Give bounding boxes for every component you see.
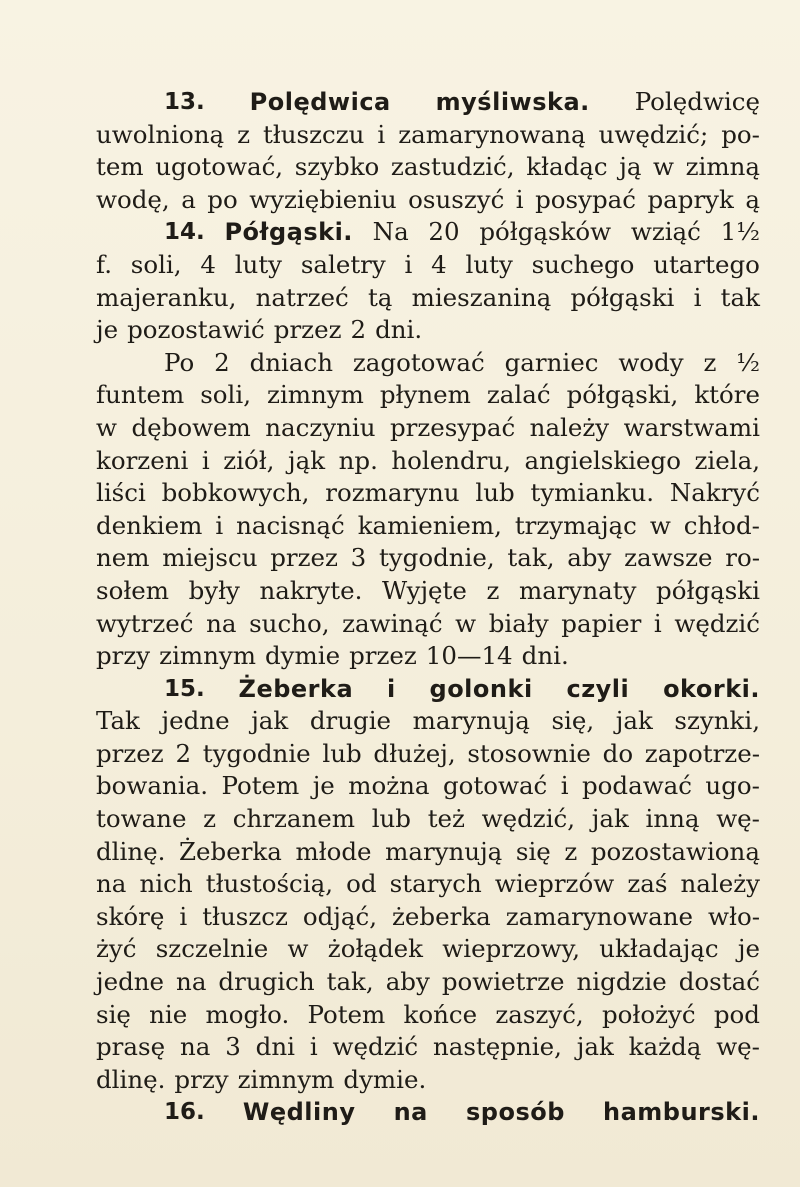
text-line: [96, 314, 760, 347]
text-word: rozmarynu: [325, 478, 460, 508]
text-line: [96, 1031, 760, 1064]
text-word: ą: [745, 184, 760, 214]
text-line: [96, 673, 760, 706]
text-word: można: [348, 771, 430, 801]
text-word: jąk: [288, 445, 326, 475]
text-word: się: [96, 999, 131, 1029]
text-word: liści: [96, 478, 146, 508]
text-word: wieprzowy,: [442, 934, 580, 964]
text-word: natrzeć: [255, 282, 349, 312]
text-word: wędzić,: [481, 804, 576, 834]
text-word: do: [602, 738, 634, 768]
text-word: papier: [561, 608, 642, 638]
text-word: jedne: [96, 967, 165, 997]
text-word: się: [515, 836, 551, 866]
recipe-heading-word: sposób: [465, 1098, 565, 1127]
text-word: przez: [349, 641, 417, 671]
text-word: ugo-: [705, 771, 760, 801]
text-word: wło-: [708, 901, 760, 931]
text-word: tłustością,: [205, 869, 333, 899]
text-word: dłużej,: [373, 738, 456, 768]
text-word: aby: [567, 543, 612, 573]
text-word: i: [309, 1032, 318, 1062]
text-word: końce: [403, 999, 478, 1029]
text-word: na: [206, 608, 237, 638]
text-word: szczelnie: [155, 934, 269, 964]
text-line: [96, 379, 760, 412]
text-word: w: [287, 934, 309, 964]
text-word: ro-: [725, 543, 760, 573]
text-word: które: [694, 380, 760, 410]
recipe-heading-word: czyli: [566, 674, 630, 703]
recipe-number: 15.: [164, 675, 205, 702]
text-word: dni: [255, 1032, 295, 1062]
text-word: zimnym: [159, 641, 256, 671]
text-word: wieprzów: [494, 869, 615, 899]
text-line: [96, 542, 760, 575]
text-line: [96, 184, 760, 217]
text-word: wędzić: [332, 1032, 419, 1062]
text-word: w: [649, 510, 671, 540]
text-word: dniach: [249, 347, 333, 377]
text-word: soli,: [200, 380, 252, 410]
text-word: i: [201, 445, 210, 475]
text-word: się,: [551, 706, 595, 736]
text-word: zimnym: [267, 380, 364, 410]
text-word: gotować: [442, 771, 548, 801]
text-word: żeberka: [392, 901, 491, 931]
text-word: wodę,: [96, 184, 170, 214]
recipe-heading-word: Polędwica: [249, 88, 391, 116]
text-word: Nakryć: [669, 478, 760, 508]
text-word: wziąć: [630, 217, 701, 247]
text-line: [96, 803, 760, 836]
text-word: nacisnąć: [236, 510, 345, 540]
text-word: dlinę.: [96, 1064, 166, 1094]
text-word: półgąsków: [479, 217, 612, 247]
text-word: luty: [465, 249, 513, 279]
text-word: były: [188, 575, 240, 605]
text-word: też: [427, 804, 465, 834]
text-word: dostać: [678, 967, 760, 997]
text-word: półgąski: [656, 575, 760, 605]
text-word: chłod-: [683, 510, 760, 540]
text-word: układając: [599, 934, 719, 964]
text-word: sucho,: [249, 608, 330, 638]
text-word: żołądek: [327, 934, 424, 964]
text-word: na: [96, 869, 127, 899]
text-word: marynują: [385, 836, 503, 866]
text-word: wę-: [716, 804, 760, 834]
text-word: je: [96, 315, 119, 345]
text-word: soli,: [130, 249, 182, 279]
text-word: tymianku.: [530, 478, 655, 508]
text-line: [96, 477, 760, 510]
text-word: chrzanem: [232, 804, 355, 834]
text-word: ½: [736, 347, 760, 377]
text-line: [96, 216, 760, 249]
text-word: np.: [338, 445, 378, 475]
text-word: podawać: [581, 771, 692, 801]
text-word: bowania.: [96, 771, 209, 801]
text-word: zagotować: [352, 347, 485, 377]
text-word: mogło.: [205, 999, 290, 1029]
text-word: położyć: [601, 999, 696, 1029]
text-line: [96, 412, 760, 445]
text-word: bobkowych,: [161, 478, 310, 508]
text-word: je: [737, 934, 760, 964]
text-word: przez: [96, 738, 164, 768]
text-word: na: [179, 1032, 211, 1062]
text-word: prasę: [96, 1032, 166, 1062]
text-word: je: [312, 771, 335, 801]
text-word: Żeberka: [179, 836, 282, 866]
text-word: starych: [389, 869, 482, 899]
text-word: Potem: [307, 999, 386, 1029]
text-word: i: [377, 119, 386, 149]
text-line: [96, 151, 760, 184]
text-word: inną: [645, 804, 700, 834]
text-word: ją: [619, 152, 642, 182]
text-word: denkiem: [96, 510, 203, 540]
text-word: holendru,: [391, 445, 512, 475]
text-word: tłuszcz: [202, 901, 288, 931]
text-word: przez: [270, 543, 338, 573]
text-word: wę-: [716, 1032, 760, 1062]
text-line: [96, 1096, 760, 1129]
recipe-number: 16.: [164, 1099, 205, 1126]
text-word: i: [693, 282, 702, 312]
text-word: tą: [367, 282, 393, 312]
text-word: marynują: [412, 706, 530, 736]
text-word: z: [564, 836, 578, 866]
text-word: 2: [350, 315, 367, 345]
text-word: 1½: [720, 217, 760, 247]
text-word: funtem: [96, 380, 185, 410]
text-line: [96, 86, 760, 119]
recipe-heading-word: i: [386, 674, 396, 703]
text-word: zalać: [486, 380, 551, 410]
text-word: dni.: [375, 315, 423, 345]
text-word: 2: [175, 738, 192, 768]
text-word: i: [560, 771, 569, 801]
recipe-number: 13.: [164, 89, 205, 115]
text-word: tygodnie: [202, 738, 311, 768]
text-word: Polędwicę: [634, 87, 760, 116]
text-word: zamarynowane: [505, 901, 694, 931]
text-word: przez: [273, 315, 342, 345]
text-word: szynki,: [674, 706, 760, 736]
text-word: dymie: [264, 641, 341, 671]
text-word: z: [237, 119, 250, 149]
text-word: w: [653, 152, 675, 182]
text-line: [96, 836, 760, 869]
text-word: ziela,: [694, 445, 760, 475]
text-line: [96, 510, 760, 543]
text-word: jak: [251, 706, 289, 736]
recipe-heading-word: na: [393, 1098, 428, 1127]
text-word: nem: [96, 543, 150, 573]
text-word: i: [653, 608, 662, 638]
text-word: nakryte.: [259, 575, 363, 605]
text-word: przy: [174, 1064, 229, 1094]
text-word: powietrze: [441, 967, 565, 997]
text-word: towane: [96, 804, 187, 834]
text-word: żyć: [96, 934, 137, 964]
text-line: [96, 640, 760, 673]
text-word: ziół,: [223, 445, 275, 475]
text-word: tak,: [326, 967, 374, 997]
text-word: korzeni: [96, 445, 189, 475]
text-word: mieszaniną: [411, 282, 552, 312]
text-line: [96, 119, 760, 152]
text-line: [96, 249, 760, 282]
text-word: z: [486, 575, 500, 605]
text-word: dlinę.: [96, 836, 166, 866]
text-word: należy: [680, 869, 760, 899]
text-word: tygodnie,: [378, 543, 495, 573]
text-word: i: [179, 901, 188, 931]
text-line: [96, 1064, 760, 1097]
text-word: odjąć,: [302, 901, 378, 931]
text-word: kładąc: [526, 152, 608, 182]
text-word: należy: [529, 412, 610, 442]
text-line: [96, 608, 760, 641]
text-word: drugie: [309, 706, 392, 736]
text-word: aby: [385, 967, 430, 997]
text-word: 20: [428, 217, 460, 247]
text-word: pod: [713, 999, 760, 1029]
text-word: dni.: [521, 641, 569, 671]
text-word: osuszyć: [408, 184, 505, 214]
text-word: 4: [431, 249, 447, 279]
text-word: biały: [488, 608, 549, 638]
text-word: Wyjęte: [381, 575, 467, 605]
text-word: i: [404, 249, 413, 279]
text-word: i: [215, 510, 224, 540]
text-word: utartego: [653, 249, 760, 279]
recipe-heading-word: Półgąski.: [224, 218, 353, 247]
text-word: w: [96, 412, 117, 442]
text-word: następnie,: [433, 1032, 562, 1062]
text-word: przy: [96, 641, 151, 671]
text-word: lub: [371, 804, 411, 834]
text-word: stosownie: [467, 738, 591, 768]
text-word: luty: [234, 249, 283, 279]
text-word: po: [207, 184, 238, 214]
text-word: jak: [615, 706, 653, 736]
text-word: tem: [96, 152, 144, 182]
recipe-number: 14.: [164, 219, 205, 246]
recipe-heading-word: golonki: [429, 674, 533, 703]
text-word: uwędzić;: [598, 119, 709, 149]
text-word: tak,: [507, 543, 555, 573]
text-word: płynem: [379, 380, 471, 410]
text-word: lub: [475, 478, 515, 508]
recipe-text: [96, 86, 760, 1129]
text-word: a: [181, 184, 196, 214]
text-word: i: [515, 184, 524, 214]
text-word: zapotrze-: [644, 738, 760, 768]
text-word: marynaty: [518, 575, 637, 605]
text-word: dymie.: [343, 1064, 427, 1094]
recipe-heading-word: okorki.: [663, 674, 760, 703]
text-line: [96, 901, 760, 934]
text-word: sołem: [96, 575, 169, 605]
text-line: [96, 770, 760, 803]
text-line: [96, 705, 760, 738]
text-word: z: [703, 347, 717, 377]
text-word: każdą: [628, 1032, 702, 1062]
text-word: półgąski: [570, 282, 675, 312]
text-word: jak: [591, 804, 629, 834]
text-word: 3: [225, 1032, 241, 1062]
text-word: zimną: [685, 152, 760, 182]
text-word: trzymając: [514, 510, 637, 540]
text-word: zaszyć,: [495, 999, 584, 1029]
text-word: papryk: [647, 184, 734, 214]
text-word: Na: [372, 217, 409, 247]
text-line: [96, 347, 760, 380]
text-line: [96, 999, 760, 1032]
text-word: po-: [721, 119, 760, 149]
text-line: [96, 282, 760, 315]
text-word: lub: [322, 738, 362, 768]
text-word: pozostawić: [127, 315, 265, 345]
text-word: miejscu: [162, 543, 258, 573]
text-word: zawsze: [624, 543, 713, 573]
recipe-heading-word: myśliwska.: [435, 88, 590, 116]
text-word: w: [455, 608, 477, 638]
text-word: 10—14: [425, 641, 513, 671]
text-word: tłuszczu: [262, 119, 365, 149]
recipe-heading-word: Żeberka: [238, 674, 354, 703]
text-word: z: [203, 804, 217, 834]
text-word: młode: [295, 836, 372, 866]
text-word: ugotować,: [155, 152, 284, 182]
text-word: zaś: [627, 869, 668, 899]
text-word: zastudzić,: [390, 152, 515, 182]
text-line: [96, 933, 760, 966]
text-word: 3: [350, 543, 367, 573]
text-word: zimnym: [237, 1064, 335, 1094]
text-word: szybko: [294, 152, 380, 182]
text-word: od: [346, 869, 377, 899]
text-word: jedne: [161, 706, 230, 736]
text-word: wody: [618, 347, 684, 377]
text-line: [96, 738, 760, 771]
text-word: zamarynowaną: [398, 119, 586, 149]
text-word: skórę: [96, 901, 165, 931]
recipe-heading-word: hamburski.: [603, 1098, 760, 1127]
text-word: jak: [576, 1032, 614, 1062]
text-word: nigdzie: [576, 967, 667, 997]
text-word: Potem: [221, 771, 300, 801]
text-word: kamieniem,: [357, 510, 502, 540]
text-word: wędzić: [674, 608, 760, 638]
text-word: wyziębieniu: [249, 184, 397, 214]
text-word: nich: [139, 869, 193, 899]
text-word: na: [176, 967, 207, 997]
text-word: 2: [214, 347, 230, 377]
text-word: pozostawioną: [590, 836, 760, 866]
text-word: uwolnioną: [96, 119, 225, 149]
text-word: garniec: [504, 347, 599, 377]
text-word: naczyniu: [265, 412, 376, 442]
text-word: 4: [200, 249, 216, 279]
text-word: zawinąć: [342, 608, 443, 638]
text-word: nie: [149, 999, 188, 1029]
text-word: półgąski,: [566, 380, 679, 410]
text-word: posypać: [535, 184, 636, 214]
text-word: suchego: [531, 249, 635, 279]
text-word: angielskiego: [524, 445, 681, 475]
text-word: przesypać: [389, 412, 516, 442]
text-word: wytrzeć: [96, 608, 194, 638]
text-word: tak: [720, 282, 760, 312]
text-word: Po: [164, 347, 195, 377]
text-word: majeranku,: [96, 282, 237, 312]
text-word: f.: [96, 249, 112, 279]
text-word: Tak: [96, 706, 140, 736]
text-word: dębowem: [131, 412, 251, 442]
text-word: warstwami: [623, 412, 760, 442]
recipe-heading-word: Wędliny: [242, 1098, 356, 1127]
text-word: drugich: [218, 967, 315, 997]
text-line: [96, 868, 760, 901]
text-line: [96, 966, 760, 999]
text-line: [96, 445, 760, 478]
text-line: [96, 575, 760, 608]
text-word: saletry: [300, 249, 386, 279]
